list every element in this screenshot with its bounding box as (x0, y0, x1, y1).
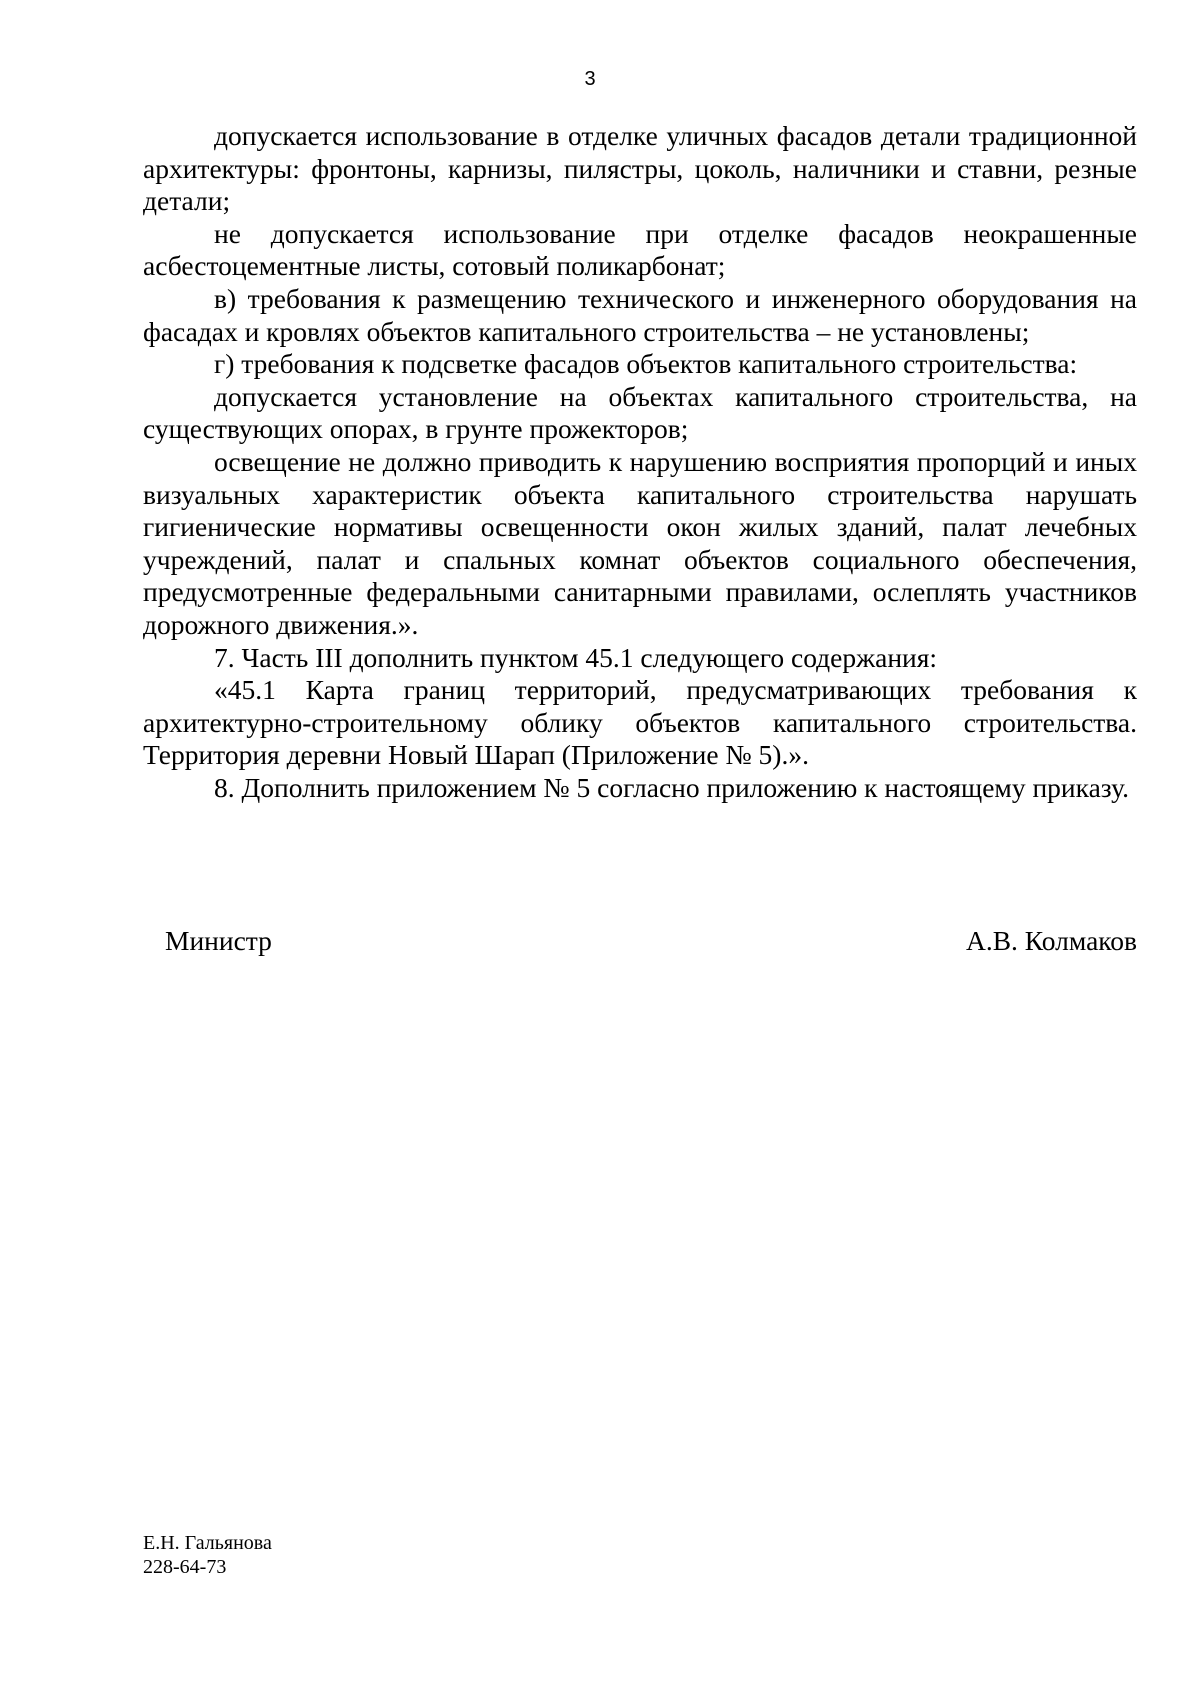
signatory-name: А.В. Колмаков (965, 925, 1137, 956)
executor-phone: 228-64-73 (143, 1556, 227, 1578)
paragraph: не допускается использование при отделке фасадов неокрашенные асбестоцементные листы, сотовый поликарбонат; (143, 217, 1137, 282)
paragraph: 7. Часть III дополнить пунктом 45.1 следующего содержания: (214, 641, 938, 673)
executor-block (143, 1531, 272, 1579)
signatory-title: Министр (165, 925, 272, 956)
document-body (143, 120, 1137, 804)
executor-name: Е.Н. Гальянова (143, 1532, 272, 1554)
paragraph: «45.1 Карта границ территорий, предусматривающих требования к архитектурно-строительному облику объектов капитального строительства. Территория деревни Новый Шарап (Приложение № 5).». (143, 674, 1137, 771)
paragraph: допускается использование в отделке уличных фасадов детали традиционной архитектуры: фронтоны, карнизы, пилястры, цоколь, наличники и ставни, резные детали; (143, 120, 1137, 217)
paragraph: г) требования к подсветке фасадов объектов капитального строительства: (214, 348, 1078, 380)
paragraph: освещение не должно приводить к нарушению восприятия пропорций и иных визуальных характеристик объекта капитального строительства нарушать гигиенические нормативы освещенности окон жилых зданий, палат лечебных учреждений, палат и спальных комнат объектов социального обеспечения, предусмотренные федеральными санитарными правилами, ослеплять участников дорожного движения.». (143, 445, 1137, 640)
paragraph: в) требования к размещению технического и инженерного оборудования на фасадах и кровлях объектов капитального строительства – не установлены; (143, 282, 1137, 347)
page-number: 3 (584, 68, 596, 90)
paragraph: допускается установление на объектах капитального строительства, на существующих опорах, в грунте прожекторов; (143, 380, 1137, 445)
paragraph: 8. Дополнить приложением № 5 согласно приложению к настоящему приказу. (214, 771, 1129, 803)
